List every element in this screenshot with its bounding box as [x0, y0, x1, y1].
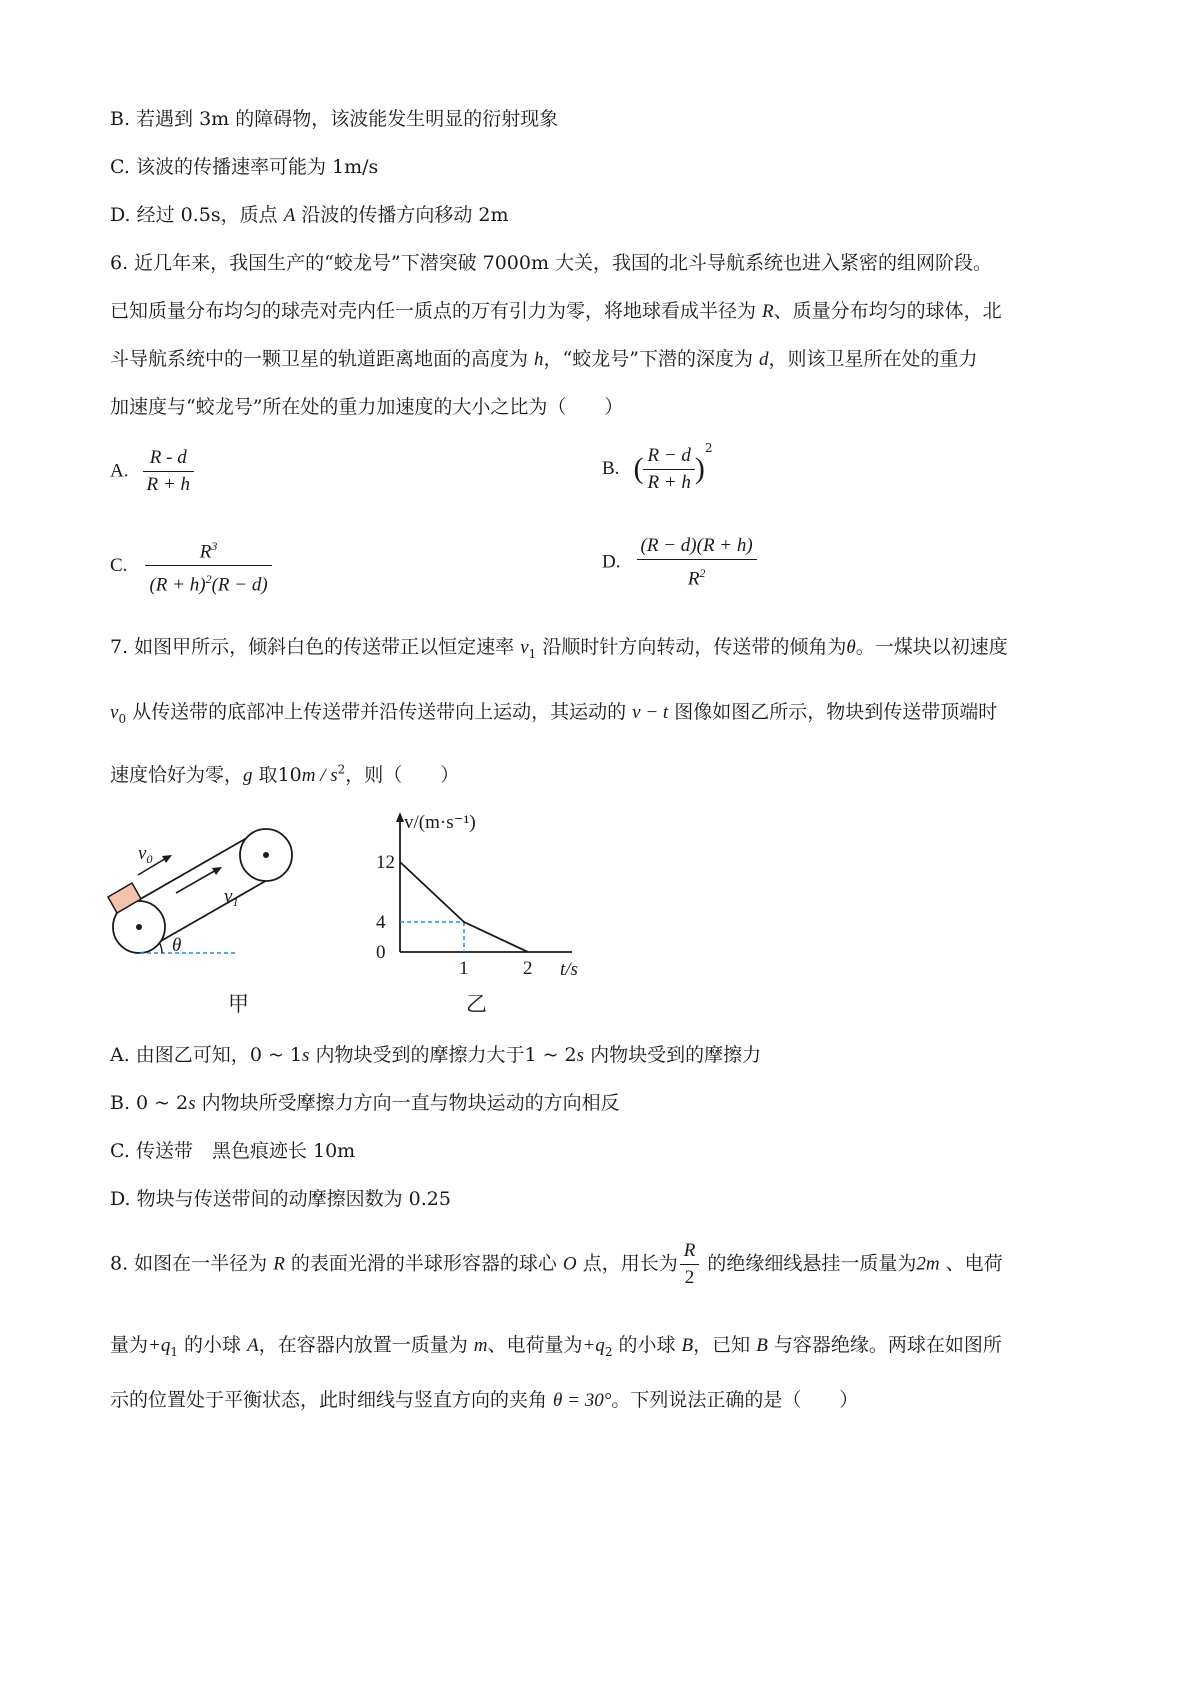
y-tick-label-4: 4 — [376, 912, 386, 933]
conveyor-belt-figure — [100, 805, 340, 975]
v1-arrow — [176, 869, 218, 893]
theta-label: θ — [172, 935, 182, 956]
q7-stem-line3: 速度恰好为零，g 取$10m / s^2$，则（ ） — [110, 762, 460, 786]
v0-label: $v_0$ — [138, 843, 153, 866]
y-tick-label-12: 12 — [376, 852, 395, 873]
q7-option-c: C. 传送带 黑色痕迹长 10m — [110, 1140, 356, 1162]
y-axis-label: v/(m·s⁻¹) — [404, 812, 476, 833]
q5-option-d: D. 经过 0.5s，质点 A 沿波的传播方向移动 2m — [110, 204, 509, 226]
y-axis-arrowhead — [396, 812, 404, 822]
q8-stem-line1: 8. 如图在一半径为 R 的表面光滑的半球形容器的球心 O 点，用长为 $\frac{R}{2}$ 的绝缘细线悬挂一质量为2m 、电荷 — [110, 1240, 1003, 1288]
q5-option-c: C. 该波的传播速率可能为 1m/s — [110, 156, 379, 178]
vt-graph — [360, 808, 600, 980]
q6-stem-line3: 斗导航系统中的一颗卫星的轨道距离地面的高度为 h，“蛟龙号”下潜的深度为 d，则该卫星所在处的重力 — [110, 348, 978, 370]
q8-stem-line2: 量为$+q_1$ 的小球 A，在容器内放置一质量为 m、电荷量为$+q_2$ 的小球 B，已知 B 与容器绝缘。两球在如图所 — [110, 1334, 1002, 1359]
q6-option-a: A. $\frac{R - d}{R + h}$ — [110, 445, 194, 498]
x-axis-label: t/s — [560, 959, 578, 980]
q6-stem-line1: 6. 近几年来，我国生产的“蛟龙号”下潜突破 7000m 大关，我国的北斗导航系统也进入紧密的组网阶段。 — [110, 252, 993, 274]
q7-stem-line2: $v_0$ 从传送带的底部冲上传送带并沿传送带向上运动，其运动的 v − t 图像如图乙所示，物块到传送带顶端时 — [110, 701, 998, 726]
theta-arc — [159, 942, 162, 953]
lower-pulley-axle — [136, 924, 142, 930]
q7-option-a: A. 由图乙可知，0 ~ 1s 内物块受到的摩擦力大于1 ~ 2s 内物块受到的摩擦力 — [110, 1044, 762, 1066]
figure-yi-caption: 乙 — [466, 992, 487, 1016]
q6-option-d: D. $\frac{(R - d)(R + h)}{R^2}$ — [602, 533, 757, 592]
x-tick-label-1: 1 — [459, 958, 469, 979]
y-tick-label-0: 0 — [376, 942, 386, 963]
q7-stem-line1: 7. 如图甲所示，倾斜白色的传送带正以恒定速率 $v_1$ 沿顺时针方向转动，传送带的倾角为θ。一煤块以初速度 — [110, 636, 1008, 661]
upper-pulley-axle — [263, 852, 269, 858]
x-tick-label-2: 2 — [523, 958, 533, 979]
q7-option-b: B. 0 ~ 2s 内物块所受摩擦力方向一直与物块运动的方向相反 — [110, 1092, 620, 1114]
q6-stem-line4: 加速度与“蛟龙号”所在处的重力加速度的大小之比为（ ） — [110, 396, 624, 418]
q5-option-b: B. 若遇到 3m 的障碍物，该波能发生明显的衍射现象 — [110, 108, 559, 130]
q6-option-b: B. ( $\frac{R - d}{R + h}$ )$^2$ — [602, 441, 713, 493]
q8-stem-line3: 示的位置处于平衡状态，此时细线与竖直方向的夹角 θ = 30°。下列说法正确的是（ ） — [110, 1389, 859, 1411]
q7-option-d: D. 物块与传送带间的动摩擦因数为 0.25 — [110, 1188, 451, 1210]
q6-option-c: C. $\frac{R^3}{(R + h)^2(R - d)}$ — [110, 533, 272, 599]
q6-stem-line2: 已知质量分布均匀的球壳对壳内任一质点的万有引力为零，将地球看成半径为 R、质量分布均匀的球体，北 — [110, 300, 1002, 322]
figure-jia-caption: 甲 — [228, 992, 249, 1016]
v1-label: $v_1$ — [224, 886, 239, 909]
